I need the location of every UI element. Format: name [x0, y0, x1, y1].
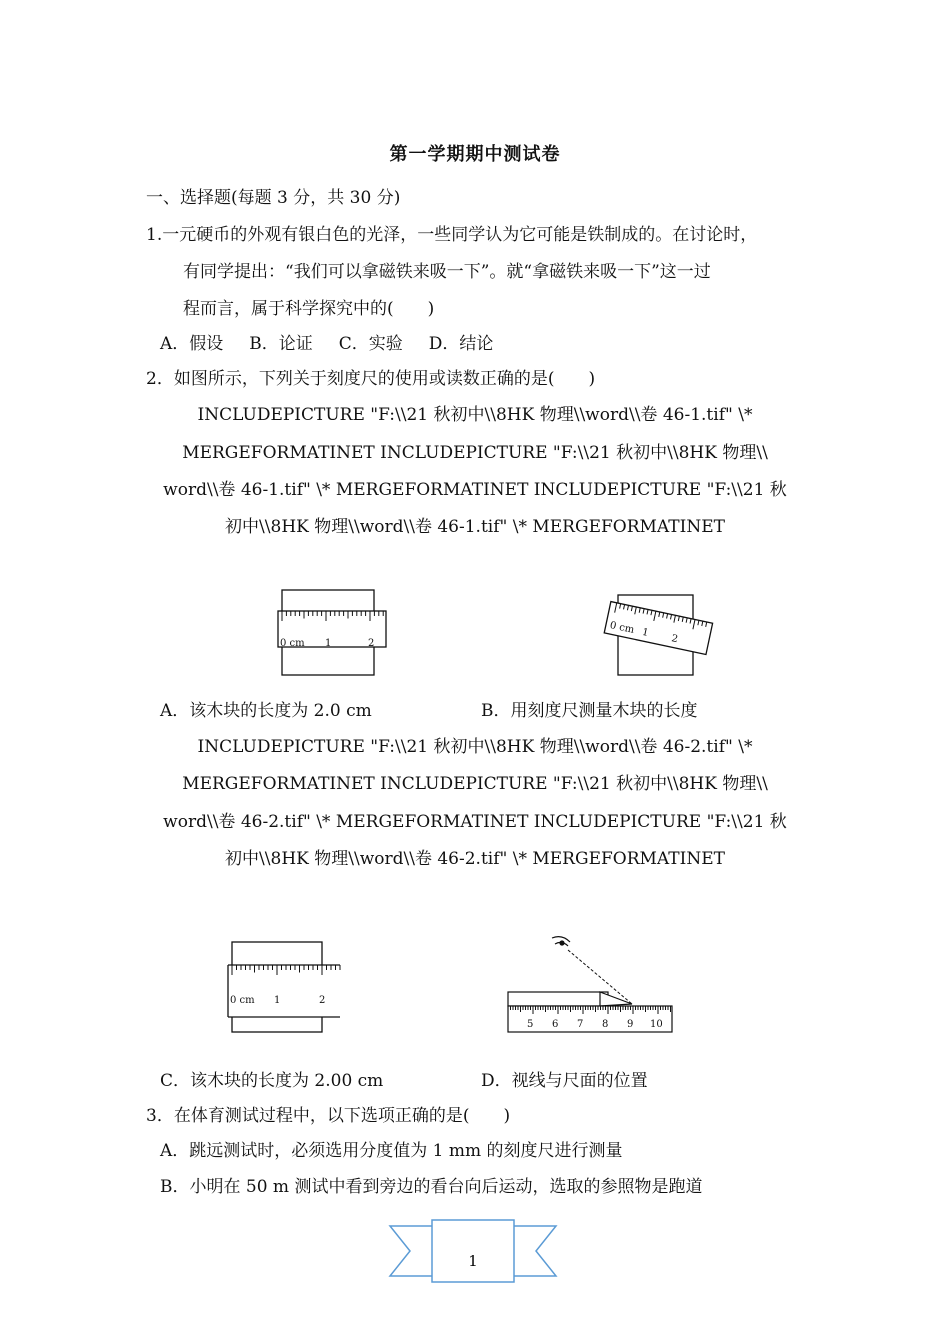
q2-option-d: D．视线与尺面的位置	[481, 1071, 648, 1091]
ruler-label-9: 9	[627, 1019, 634, 1030]
figure-b-ruler	[598, 590, 718, 685]
ruler-label-2: 2	[319, 995, 326, 1006]
q1-line1: 1.一元硬币的外观有银白色的光泽，一些同学认为它可能是铁制成的。在讨论时，	[146, 225, 758, 245]
q2-field1-line: MERGEFORMATINET INCLUDEPICTURE "F:\\21 秋初中\\8HK 物理\\	[182, 443, 768, 463]
ruler-body	[228, 965, 340, 1017]
q2-field1-line: 初中\\8HK 物理\\word\\卷 46-1.tif" \* MERGEFORMATINET	[225, 517, 725, 537]
ruler-label-10: 10	[650, 1019, 663, 1030]
wood-block	[508, 992, 608, 1006]
q2-option-c: C．该木块的长度为 2.00 cm	[160, 1071, 384, 1091]
ruler-label-1: 1	[325, 638, 332, 649]
eye-icon	[552, 937, 570, 946]
q2-field2-line: 初中\\8HK 物理\\word\\卷 46-2.tif" \* MERGEFORMATINET	[225, 849, 725, 869]
q1-option-d: D．结论	[428, 334, 494, 354]
q2-option-a: A．该木块的长度为 2.0 cm	[160, 701, 372, 721]
q2-field1-line: word\\卷 46-1.tif" \* MERGEFORMATINET INCLUDEPICTURE "F:\\21 秋	[163, 480, 787, 500]
figure-d-sightline	[500, 928, 680, 1040]
ruler-label-1: 1	[274, 995, 281, 1006]
ruler-unit-label: 0 cm	[280, 638, 305, 649]
q2-field2-line: MERGEFORMATINET INCLUDEPICTURE "F:\\21 秋初中\\8HK 物理\\	[182, 774, 768, 794]
q2-stem: 2．如图所示，下列关于刻度尺的使用或读数正确的是( )	[146, 369, 596, 389]
q2-field2-line: word\\卷 46-2.tif" \* MERGEFORMATINET INCLUDEPICTURE "F:\\21 秋	[163, 812, 787, 832]
q3-option-b: B．小明在 50 m 测试中看到旁边的看台向后运动，选取的参照物是跑道	[160, 1177, 703, 1197]
ruler-unit-label: 0 cm	[608, 620, 636, 636]
ruler-label-2: 2	[670, 633, 679, 646]
section-heading: 一、选择题(每题 3 分，共 30 分)	[146, 188, 401, 208]
page-number: 1	[468, 1252, 478, 1270]
q1-line2: 有同学提出：“我们可以拿磁铁来吸一下”。就“拿磁铁来吸一下”这一过	[183, 262, 711, 282]
q3-option-a: A．跳远测试时，必须选用分度值为 1 mm 的刻度尺进行测量	[160, 1141, 623, 1161]
q3-stem: 3．在体育测试过程中，以下选项正确的是( )	[146, 1106, 511, 1126]
ruler-label-8: 8	[602, 1019, 609, 1030]
ruler-label-5: 5	[527, 1019, 534, 1030]
q2-option-b: B．用刻度尺测量木块的长度	[481, 701, 698, 721]
ribbon-right	[512, 1226, 556, 1276]
q1-options	[160, 333, 519, 355]
ruler-label-2: 2	[368, 638, 375, 649]
figure-a-ruler	[270, 585, 395, 680]
ruler-label-1: 1	[641, 626, 650, 639]
q1-option-b: B．论证	[249, 334, 313, 354]
q2-field2-line: INCLUDEPICTURE "F:\\21 秋初中\\8HK 物理\\word\\卷 46-2.tif" \*	[197, 737, 753, 757]
ruler-label-6: 6	[552, 1019, 559, 1030]
q1-option-a: A．假设	[160, 334, 224, 354]
q1-option-c: C．实验	[338, 334, 403, 354]
page-number-ribbon	[388, 1218, 558, 1288]
ribbon-center	[432, 1220, 514, 1282]
ruler-unit-label: 0 cm	[230, 995, 255, 1006]
block-pointer	[600, 992, 632, 1006]
figure-c-ruler	[222, 937, 344, 1037]
ruler-label-7: 7	[577, 1019, 584, 1030]
q1-line3: 程而言，属于科学探究中的( )	[183, 299, 435, 319]
q2-field1-line: INCLUDEPICTURE "F:\\21 秋初中\\8HK 物理\\word\\卷 46-1.tif" \*	[197, 405, 753, 425]
ribbon-left	[390, 1226, 434, 1276]
page-title: 第一学期期中测试卷	[389, 144, 561, 165]
